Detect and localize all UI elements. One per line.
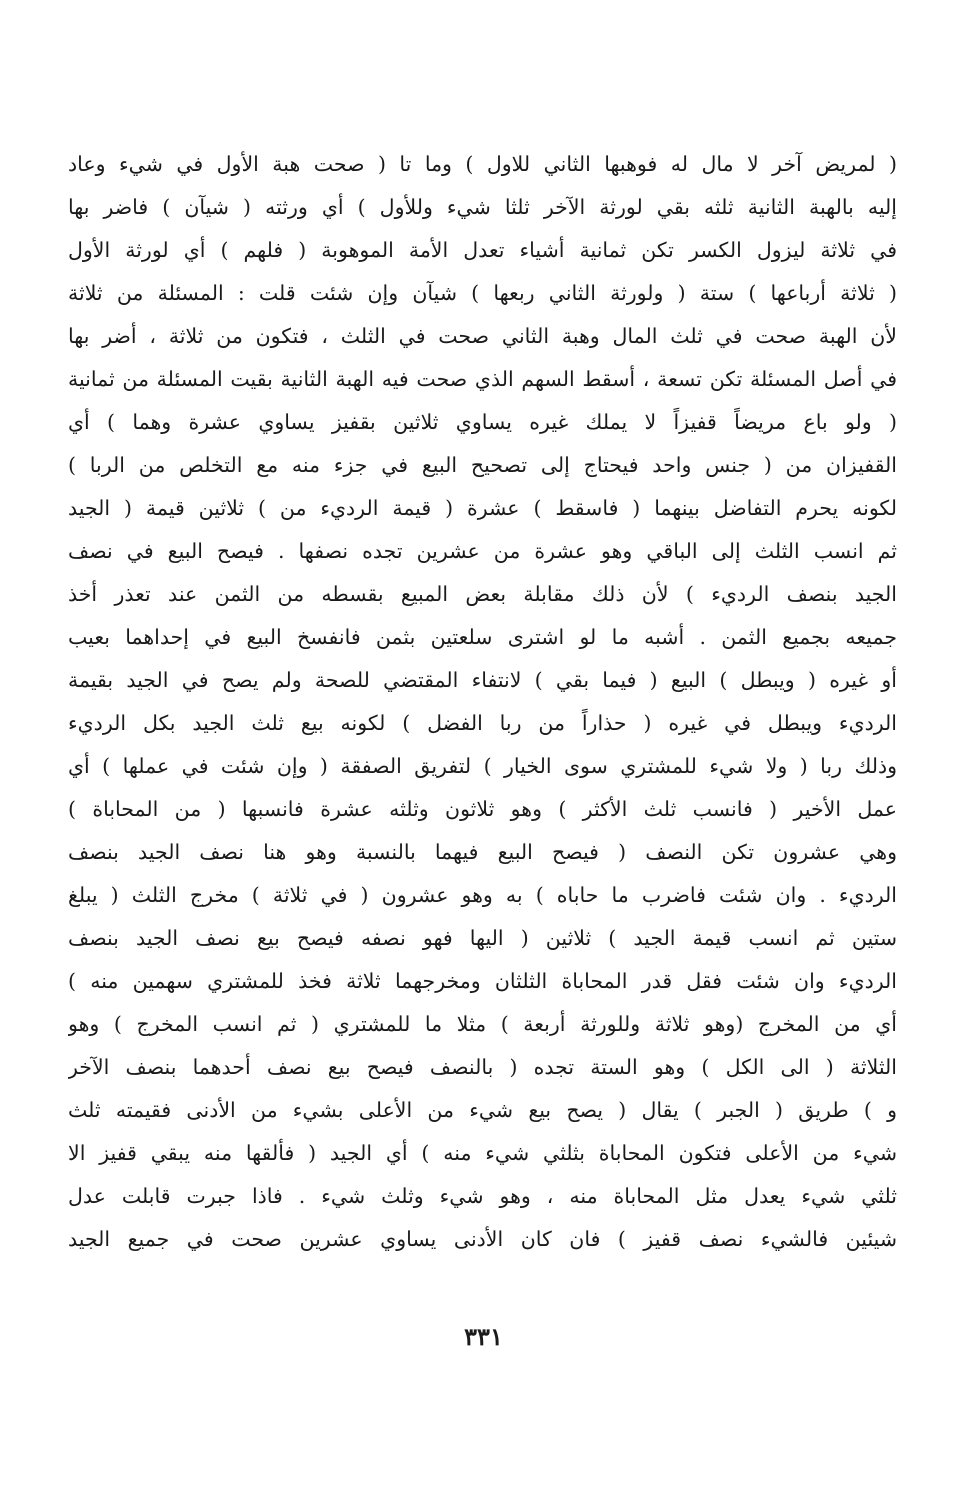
text-line: الرديء . وان شئت فاضرب ما حاباه ) به وهو عشرون ( في ثلاثة ) مخرج الثلث ( يبلغ: [68, 883, 897, 907]
text-line: وذلك ربا ( ولا شيء للمشتري سوى الخيار ) لتفريق الصفقة ( وإن شئت في عملها ) أي: [68, 754, 897, 778]
text-line: ستين ثم انسب قيمة الجيد ) ثلاثين ( اليها فهو نصفه فيصح بيع نصف الجيد بنصف: [68, 926, 897, 950]
text-line: أي من المخرج (وهو ثلاثة وللورثة أربعة ) مثلا ما للمشتري ( ثم انسب المخرج ) وهو: [68, 1012, 897, 1036]
text-line: الرديء وان شئت فقل قدر المحاباة الثلثان ومخرجهما ثلاثة فخذ للمشتري سهمين منه ): [68, 969, 897, 993]
text-line: شيئين فالشيء نصف قفيز ) فان كان الأدنى يساوي عشرين صحت في جميع الجيد: [68, 1227, 897, 1251]
text-line: ( ولو باع مريضاً قفيزاً لا يملك غيره يساوي ثلاثين بقفيز يساوي عشرة وهما ) أي: [68, 410, 897, 434]
text-line: شيء من الأعلى فتكون المحاباة بثلثي شيء منه ) أي الجيد ( فألقها منه يبقي قفيز الا: [68, 1141, 897, 1165]
text-line: الرديء ويبطل في غيره ( حذاراً من ربا الفضل ) لكونه بيع ثلث الجيد بكل الرديء: [68, 711, 897, 735]
text-line: في ثلاثة ليزول الكسر تكن ثمانية أشياء تعدل الأمة الموهوبة ( فلهم ) أي لورثة الأول: [68, 238, 897, 262]
text-line: في أصل المسئلة تكن تسعة ، أسقط السهم الذي صحت فيه الهبة الثانية بقيت المسئلة من ثمانية: [68, 367, 897, 391]
page-number: ٣٣١: [464, 1322, 503, 1351]
text-line: الثلاثة ( الى الكل ) وهو الستة تجده ( بالنصف فيصح بيع نصف أحدهما بنصف الآخر: [68, 1055, 897, 1079]
text-line: إليه بالهبة الثانية ثلثه بقي لورثة الآخر ثلثا شيء وللأول ) أي ورثته ( شيآن ) فاضر بها: [68, 195, 897, 219]
text-line: وهي عشرون تكن النصف ( فيصح البيع فيهما بالنسبة وهو هنا نصف الجيد بنصف: [68, 840, 897, 864]
text-line: أو غيره ( ويبطل ) البيع ( فيما بقي ) لانتفاء المقتضي للصحة ولم يصح في الجيد بقيمة: [68, 668, 897, 692]
text-line: جميعه بجميع الثمن . أشبه ما لو اشترى سلعتين بثمن فانفسخ البيع في إحداهما بعيب: [68, 625, 897, 649]
text-line: الجيد بنصف الرديء ) لأن ذلك مقابلة بعض المبيع بقسطه من الثمن عند تعذر أخذ: [68, 582, 897, 606]
text-line: ثم انسب الثلث إلى الباقي وهو عشرة من عشرين تجده نصفها . فيصح البيع في نصف: [68, 539, 897, 563]
text-line: ( ثلاثة أرباعها ) ستة ( ولورثة الثاني ربعها ) شيآن وإن شئت قلت : المسئلة من ثلاثة: [68, 281, 897, 305]
body-text: [68, 143, 897, 1261]
text-line: و ) طريق ( الجبر ) يقال ( يصح بيع شيء من الأعلى بشيء من الأدنى فقيمته ثلث: [68, 1098, 897, 1122]
text-line: القفيزان من ( جنس واحد فيحتاج إلى تصحيح البيع في جزء منه مع التخلص من الربا ): [68, 453, 897, 477]
text-line: لأن الهبة صحت في ثلث المال وهبة الثاني صحت في الثلث ، فتكون من ثلاثة ، أضر بها: [68, 324, 897, 348]
text-line: عمل الأخير ( فانسب ثلث الأكثر ) وهو ثلاثون وثلثه عشرة فانسبها ( من المحاباة ): [68, 797, 897, 821]
text-line: ( لمريض آخر لا مال له فوهبها الثاني للاول ) وما تا ( صحت هبة الأول في شيء وعاد: [68, 152, 897, 176]
text-line: ثلثي شيء يعدل مثل المحاباة منه ، وهو شيء وثلث شيء . فاذا جبرت قابلت عدل: [68, 1184, 897, 1208]
text-line: لكونه يحرم التفاضل بينهما ( فاسقط ) عشرة ( قيمة الرديء من ) ثلاثين قيمة ( الجيد: [68, 496, 897, 520]
